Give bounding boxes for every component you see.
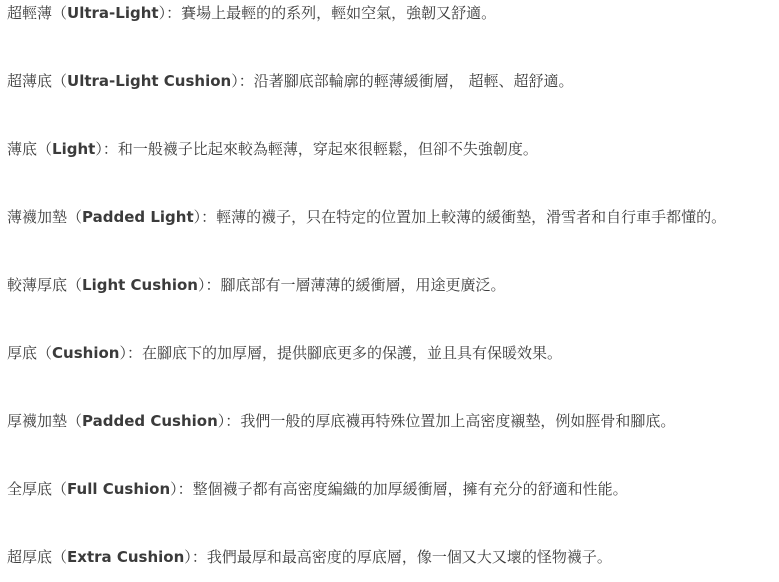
entry-description: 我們一般的厚底襪再特殊位置加上高密度襯墊，例如脛骨和腳底。 <box>240 412 676 430</box>
cushion-entry-padded-cushion <box>7 413 769 429</box>
colon: ： <box>166 4 182 22</box>
term-zh: 超輕薄 <box>7 4 53 22</box>
open-paren: （ <box>67 412 83 430</box>
close-paren: ） <box>197 276 206 294</box>
close-paren: ） <box>170 480 178 498</box>
term-en: Cushion <box>52 344 120 362</box>
cushion-entry-light <box>7 141 769 157</box>
cushion-entry-ultra-light <box>7 5 769 21</box>
entry-description: 腳底部有一層薄薄的緩衝層，用途更廣泛。 <box>220 276 506 294</box>
term-en: Full Cushion <box>67 480 171 498</box>
colon: ： <box>126 344 142 362</box>
term-zh: 全厚底 <box>7 480 53 498</box>
cushion-entry-extra-cushion <box>7 549 769 565</box>
entry-description: 賽場上最輕的的系列，輕如空氣，強韌又舒適。 <box>181 4 497 22</box>
term-zh: 超薄底 <box>7 72 53 90</box>
term-en: Ultra-Light <box>67 4 159 22</box>
entry-description: 在腳底下的加厚層，提供腳底更多的保護，並且具有保暖效果。 <box>141 344 562 362</box>
open-paren: （ <box>52 4 68 22</box>
term-en: Light Cushion <box>82 276 198 294</box>
colon: ： <box>177 480 193 498</box>
entry-description: 整個襪子都有高密度編織的加厚緩衝層，擁有充分的舒適和性能。 <box>192 480 628 498</box>
term-zh: 超厚底 <box>7 548 53 566</box>
close-paren: ） <box>119 344 127 362</box>
term-en: Extra Cushion <box>67 548 185 566</box>
cushion-entry-full-cushion <box>7 481 769 497</box>
open-paren: （ <box>67 208 83 226</box>
term-en: Ultra-Light Cushion <box>67 72 232 90</box>
term-zh: 厚底 <box>7 344 38 362</box>
close-paren: ） <box>217 412 226 430</box>
cushion-entry-padded-light <box>7 209 769 225</box>
term-zh: 較薄厚底 <box>7 276 68 294</box>
entry-description: 和一般襪子比起來較為輕薄，穿起來很輕鬆，但卻不失強韌度。 <box>117 140 538 158</box>
entry-description: 我們最厚和最高密度的厚底層，像一個又大又壞的怪物襪子。 <box>206 548 612 566</box>
close-paren: ） <box>184 548 192 566</box>
colon: ： <box>102 140 118 158</box>
close-paren: ） <box>95 140 103 158</box>
open-paren: （ <box>52 72 68 90</box>
close-paren: ） <box>231 72 239 90</box>
cushion-entry-cushion <box>7 345 769 361</box>
entry-description: 輕薄的襪子，只在特定的位置加上較薄的緩衝墊，滑雪者和自行車手都懂的。 <box>216 208 727 226</box>
cushion-entry-light-cushion <box>7 277 769 293</box>
colon: ： <box>205 276 221 294</box>
open-paren: （ <box>67 276 83 294</box>
close-paren: ） <box>193 208 202 226</box>
colon: ： <box>225 412 241 430</box>
open-paren: （ <box>37 344 53 362</box>
open-paren: （ <box>52 480 68 498</box>
colon: ： <box>201 208 217 226</box>
colon: ： <box>191 548 207 566</box>
term-en: Padded Light <box>82 208 194 226</box>
close-paren: ） <box>158 4 167 22</box>
open-paren: （ <box>52 548 68 566</box>
open-paren: （ <box>37 140 53 158</box>
colon: ： <box>238 72 254 90</box>
term-en: Light <box>52 140 96 158</box>
term-zh: 薄襪加墊 <box>7 208 68 226</box>
term-zh: 厚襪加墊 <box>7 412 68 430</box>
entry-description: 沿著腳底部輪廓的輕薄緩衝層， 超輕、超舒適。 <box>253 72 574 90</box>
cushion-entry-ultra-light-cushion <box>7 73 769 89</box>
term-en: Padded Cushion <box>82 412 218 430</box>
term-zh: 薄底 <box>7 140 38 158</box>
